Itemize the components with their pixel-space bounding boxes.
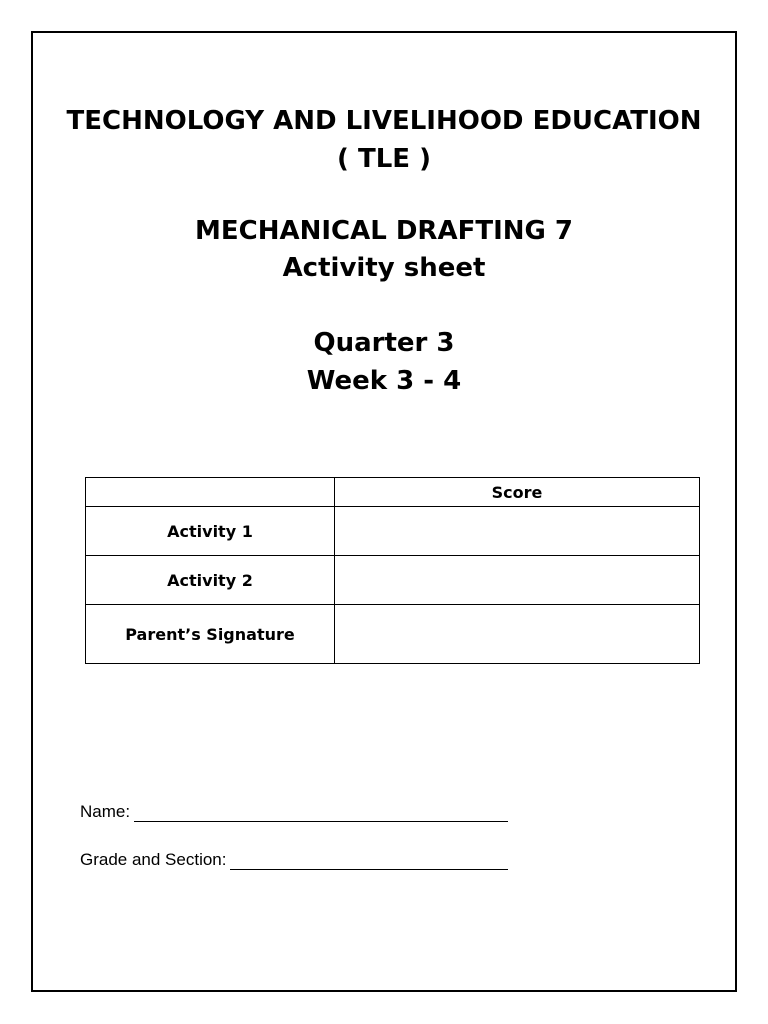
table-row	[86, 556, 700, 605]
main-title-abbreviation: ( TLE )	[337, 144, 431, 174]
grade-section-label: Grade and Section:	[80, 850, 227, 869]
score-cell-activity-2[interactable]	[335, 556, 700, 605]
quarter-label: Quarter 3	[313, 328, 455, 358]
name-field	[80, 802, 508, 822]
row-label-parent-signature: Parent’s Signature	[86, 605, 335, 664]
grade-section-input-line[interactable]	[230, 851, 508, 870]
name-label: Name:	[80, 802, 131, 821]
sheet-type: Activity sheet	[282, 253, 486, 283]
subject-title: MECHANICAL DRAFTING 7	[195, 216, 573, 246]
name-input-line[interactable]	[134, 803, 508, 822]
main-title: TECHNOLOGY AND LIVELIHOOD EDUCATION	[66, 106, 702, 136]
header-cell-label	[86, 478, 335, 507]
signature-cell[interactable]	[335, 605, 700, 664]
table-row	[86, 605, 700, 664]
table-row	[86, 507, 700, 556]
score-table	[85, 477, 700, 664]
row-label-activity-2: Activity 2	[86, 556, 335, 605]
row-label-activity-1: Activity 1	[86, 507, 335, 556]
week-label: Week 3 - 4	[306, 366, 462, 396]
score-cell-activity-1[interactable]	[335, 507, 700, 556]
grade-section-field	[80, 850, 508, 870]
header-cell-score: Score	[335, 478, 700, 507]
table-header-row	[86, 478, 700, 507]
